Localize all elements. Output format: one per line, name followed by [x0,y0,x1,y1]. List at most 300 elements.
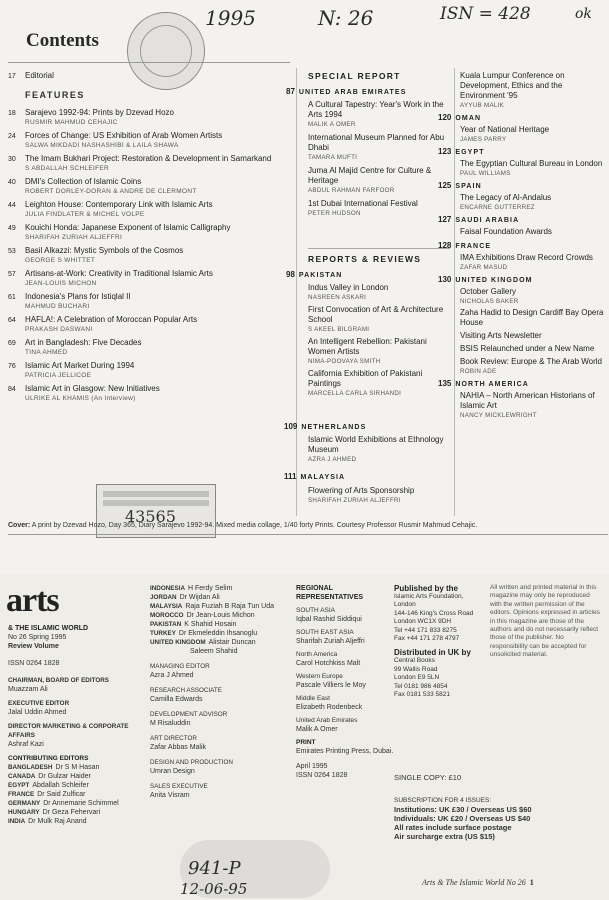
entry-title: Islamic Art Market During 1994 [25,361,135,370]
staff-label: MANAGING EDITOR [150,663,210,670]
entry-author: SHARIFAH ZURIAH ALJEFFRI [308,497,401,504]
contrib-entry [150,638,292,647]
page-number: 17 [8,73,16,80]
contrib-country: UNITED KINGDOM [150,639,206,646]
region-name: Malik A Omer [296,726,338,733]
feature-entry[interactable] [8,177,290,195]
staff-name: Azra J Ahmed [150,672,194,679]
entry-title: The Egyptian Cultural Bureau in London [460,159,603,168]
contrib-country: HUNGARY [8,809,40,816]
address-line: 99 Wallis Road [394,665,438,673]
region-label: United Arab Emirates [296,717,358,724]
entry-title: Editorial [25,71,54,80]
contrib-country: GERMANY [8,800,41,807]
contrib-country: INDONESIA [150,585,185,592]
report-entry[interactable] [308,305,450,333]
page-number: 57 [8,271,16,278]
contrib-name: Dr Jean-Louis Michon [186,612,255,619]
report-entry[interactable] [460,159,605,177]
contrib-country: PAKISTAN [150,621,182,628]
feature-entry[interactable] [8,223,290,241]
feature-entry[interactable] [8,338,290,356]
features-heading: FEATURES [25,90,85,100]
region-name: Elizabeth Rodenbeck [296,704,363,711]
region-name: Sharifah Zuriah Aljeffri [296,638,365,645]
page-number: 127 [438,215,452,224]
entry-title: BSIS Relaunched under a New Name [460,344,595,353]
region-label: Middle East [296,695,330,702]
entry-author: PAUL WILLIAMS [460,170,511,177]
contrib-country: FRANCE [8,791,35,798]
entry-title: Leighton House: Contemporary Link with Islamic Arts [25,200,213,209]
publisher-address [394,593,484,643]
entry-author: MAHMUD BUCHARI [25,303,90,310]
entry-title: Zaha Hadid to Design Cardiff Bay Opera House [460,308,604,327]
contrib-entry [8,781,148,790]
country-name: UNITED ARAB EMIRATES [298,89,407,96]
divider [8,534,608,535]
entry-title: DMI's Collection of Islamic Coins [25,177,142,186]
page-number: 40 [8,179,16,186]
feature-entry[interactable] [8,361,290,379]
contrib-country: EGYPT [8,782,30,789]
report-entry[interactable] [308,486,450,504]
handwritten-year: 1995 [205,6,256,30]
report-entry[interactable] [460,391,605,419]
contrib-entry [8,817,148,826]
entry-title: October Gallery [460,287,517,296]
page-number: 111 [284,472,297,481]
country-name: SPAIN [455,183,482,190]
country-netherlands [284,422,366,431]
masthead-column-1 [8,624,148,826]
footer-page-number: 1 [529,878,534,887]
entry-author: ULRIKE AL KHAMIS (An Interview) [25,395,136,402]
entry-author: SALWA MIKDADI NASHASHIBI & LAILA SHAWA [25,142,179,149]
volume-line: Review Volume [8,643,59,650]
contrib-name: Raja Fuziah B Raja Tun Uda [185,603,275,610]
entry-title: NAHIA – North American Historians of Islamic Art [460,391,595,410]
entry-title: HAFLA!: A Celebration of Moroccan Popular Arts [25,315,198,324]
feature-entry[interactable] [8,200,290,218]
country-name: MALAYSIA [300,474,346,481]
contrib-heading: CONTRIBUTING EDITORS [8,755,89,762]
cover-text: A print by Dzevad Hozo, Day 365, Diary Sarajevo 1992-94. Mixed media collage, 1/40 forty Prints. Courtesy Professor Rusmir Mahmud Cehajic. [31,522,478,529]
entry-author: TINA AHMED [25,349,68,356]
entry-title: A Cultural Tapestry: Year's Work in the Arts 1994 [308,100,444,119]
print-heading: PRINT [296,739,316,746]
entry-title: Visiting Arts Newsletter [460,331,542,340]
special-list [308,100,450,222]
contrib-name: Abdallah Schleifer [32,782,89,789]
address-line: Central Books [394,657,435,665]
pricing-block [394,773,604,841]
feature-entry[interactable] [8,246,290,264]
page-number: 76 [8,363,16,370]
page-number: 135 [438,379,452,388]
report-entry[interactable] [460,71,605,109]
contrib-name: H Ferdy Selim [188,585,233,592]
address-line: London E9 5LN [394,674,440,682]
special-report-heading: SPECIAL REPORT [308,71,401,81]
subscription-heading: SUBSCRIPTION FOR 4 ISSUES: [394,797,492,804]
entry-author: PETER HUDSON [308,210,361,217]
country-name: UNITED KINGDOM [455,277,533,284]
role-entry [8,676,148,694]
issn-line: ISSN 0264 1828 [8,660,60,667]
country-heading [438,241,605,250]
feature-entry[interactable] [8,315,290,333]
page-number: 69 [8,340,16,347]
entry-title: Islamic Art in Glasgow: New Initiatives [25,384,160,393]
contrib-name: Dr Geza Fehervari [42,809,101,816]
contrib-name: Dr Gulzar Haider [38,773,91,780]
entry-title: The Legacy of Al-Andalus [460,193,552,202]
entry-author: JULIA FINDLATER & MICHEL VOLPE [25,211,145,218]
role-name: Muazzam Ali [8,686,48,693]
page-number: 123 [438,147,452,156]
roles-list [8,676,148,749]
editorial-entry[interactable] [8,71,288,83]
country-heading [438,113,605,122]
contrib-entry [8,763,148,772]
feature-entry[interactable] [8,384,290,402]
report-entry[interactable] [460,331,605,341]
report-entry[interactable] [308,435,450,463]
institution-rate: Institutions: UK £30 / Overseas US $60 [394,805,532,814]
contrib-entry [150,584,292,593]
role-entry [8,722,148,749]
contrib-name: Alistair Duncan [208,639,256,646]
regional-heading: REGIONAL REPRESENTATIVES [296,585,364,601]
region-label: Western Europe [296,673,343,680]
special-report-column [284,68,450,518]
page-number: 120 [438,113,452,122]
address-line: Fax +44 171 278 4797 [394,635,460,643]
arts-logo: arts [6,582,59,619]
staff-entry [150,758,292,776]
contrib-entry [150,611,292,620]
distributor-heading: Distributed in UK by [394,648,471,658]
staff-entry [150,710,292,728]
staff-entry [150,734,292,752]
country-heading [438,181,605,190]
contrib-country: CANADA [8,773,36,780]
entry-author: GEORGE S WHITTET [25,257,96,264]
page-number: 44 [8,202,16,209]
entry-title: An Intelligent Rebellion: Pakistani Women Artists [308,337,427,356]
entry-title: Art in Bangladesh: Five Decades [25,338,142,347]
entry-title: First Convocation of Art & Architecture School [308,305,444,324]
reports-heading: REPORTS & REVIEWS [308,254,422,264]
issue-line: No 26 Spring 1995 [8,634,67,641]
entry-title: Juma Al Majid Centre for Culture & Heritage [308,166,432,185]
report-entry[interactable] [460,227,605,237]
contrib-entry [8,772,148,781]
country-name: EGYPT [455,149,485,156]
stamp-number: 43565 [125,507,176,526]
region-label: North America [296,651,338,658]
entry-title: Year of National Heritage [460,125,550,134]
feature-entry[interactable] [8,131,290,149]
page-number: 84 [8,386,16,393]
pakistan-list [308,283,450,401]
individual-rate: Individuals: UK £20 / Overseas US $40 [394,814,531,823]
issn-footer: ISSN 0264 1828 [296,772,348,779]
contrib-country: BANGLADESH [8,764,53,771]
region-name: Pascale Villiers le Moy [296,682,366,689]
role-label: DIRECTOR MARKETING & CORPORATE AFFAIRS [8,723,129,739]
role-label: CHAIRMAN, BOARD OF EDITORS [8,677,109,684]
entry-title: Basil Alkazzi: Mystic Symbols of the Cosmos [25,246,184,255]
entry-title: Forces of Change: US Exhibition of Arab Women Artists [25,131,223,140]
region-label: SOUTH EAST ASIA [296,629,354,636]
country-name: FRANCE [455,243,492,250]
staff-list [150,662,292,800]
report-entry[interactable] [308,369,450,397]
entry-title: Kuala Lumpur Conference on Development, Ethics and the Environment '95 [460,71,565,100]
report-entry[interactable] [460,287,605,305]
entry-author: PATRICIA JELLICOE [25,372,92,379]
feature-entry[interactable] [8,108,290,126]
report-entry[interactable] [460,308,605,328]
role-name: Jalal Uddin Ahmed [8,709,67,716]
entry-author: NASREEN ASKARI [308,294,367,301]
footer-text: Arts & The Islamic World No 26 [422,878,526,887]
rights-text: All written and printed material in this magazine may only be reproduced with the written permission of the editors. Opinions expressed in articles in this magazine are those of the authors and do not necessarily reflect those of the publisher. No responsibility can be accepted for unsolicited material. [490,584,600,659]
handwritten-issue-number: N: 26 [318,6,374,30]
contrib-name: Dr Mulk Raj Anand [28,818,87,825]
entry-title: IMA Exhibitions Draw Record Crowds [460,253,593,262]
entry-author: ZAFAR MASUD [460,264,508,271]
entry-author: NANCY MICKLEWRIGHT [460,412,537,419]
entry-title: International Museum Planned for Abu Dhabi [308,133,445,152]
entry-title: Book Review: Europe & The Arab World [460,357,602,366]
page-number: 49 [8,225,16,232]
issue-date: April 1995 [296,763,328,770]
entry-title: The Imam Bukhari Project: Restoration & Development in Samarkand [25,154,272,163]
print-text: Emirates Printing Press, Dubai. [296,748,394,755]
postage-note: All rates include surface postage [394,823,512,832]
entry-author: PRAKASH DASWANI [25,326,93,333]
role-entry [8,699,148,717]
country-name: NETHERLANDS [301,424,367,431]
regional-entry [296,628,394,646]
uk-extra-name: Saleem Shahid [190,648,238,655]
page-number: 87 [286,87,295,96]
page-number: 128 [438,241,452,250]
library-acquisition-stamp [96,484,216,538]
entry-author: JEAN-LOUIS MICHON [25,280,97,287]
region-label: SOUTH ASIA [296,607,336,614]
country-name: OMAN [455,115,482,122]
staff-label: RESEARCH ASSOCIATE [150,687,222,694]
entry-author: AZRA J AHMED [308,456,357,463]
report-entry[interactable] [308,100,450,128]
page-number: 61 [8,294,16,301]
report-entry[interactable] [308,337,450,365]
report-entry[interactable] [460,344,605,354]
report-entry[interactable] [460,193,605,211]
masthead-subtitle: & THE ISLAMIC WORLD [8,625,89,632]
contrib-entry [8,808,148,817]
page-number: 53 [8,248,16,255]
contrib-country: TURKEY [150,630,176,637]
entry-author: MALIK A OMER [308,121,356,128]
contrib-entry [150,629,292,638]
entry-title: California Exhibition of Pakistani Paintings [308,369,423,388]
regional-entry [296,606,394,624]
staff-entry [150,782,292,800]
masthead-column-3 [296,584,394,780]
publisher-block [394,584,484,699]
regional-entry [296,672,394,690]
contrib-name: Dr S M Hasan [55,764,100,771]
address-line: 144-146 King's Cross Road [394,609,474,617]
address-line: London [394,601,416,609]
handwritten-date: 12-06-95 [180,880,248,898]
contrib-country: MALAYSIA [150,603,183,610]
entry-title: Islamic World Exhibitions at Ethnology Museum [308,435,444,454]
entry-title: 1st Dubai International Festival [308,199,418,208]
feature-entry[interactable] [8,292,290,310]
page-footer [422,878,534,887]
entry-title: Faisal Foundation Awards [460,227,552,236]
cover-note [8,522,608,529]
staff-entry [150,686,292,704]
feature-entry[interactable] [8,269,290,287]
country-name: SAUDI ARABIA [455,217,520,224]
staff-entry [150,662,292,680]
entry-author: NIMA-POOVAYA SMITH [308,358,381,365]
country-heading [438,147,605,156]
entry-author: ROBERT DORLEY-DORAN & ANDRE DE CLERMONT [25,188,197,195]
report-entry[interactable] [460,253,605,271]
contrib-name: Dr Wijdan Ali [179,594,220,601]
contrib-country: JORDAN [150,594,177,601]
column-divider [454,68,455,516]
entry-author: TAMARA MUFTI [308,154,358,161]
cover-label: Cover: [8,522,31,529]
entry-author: AYYUB MALIK [460,102,505,109]
staff-name: Anita Visram [150,792,190,799]
contrib-name: Dr Annemarie Schimmel [43,800,119,807]
contrib-country: INDIA [8,818,26,825]
report-entry[interactable] [308,133,450,161]
staff-label: ART DIRECTOR [150,735,197,742]
page-number: 109 [284,422,298,431]
page-title: Contents [26,30,99,51]
entry-author: MARCELLA CARLA SIRHANDI [308,390,402,397]
features-list [8,108,290,407]
regional-list [296,606,394,734]
report-entry[interactable] [460,357,605,375]
country-pakistan [286,270,342,279]
page-number: 30 [8,156,16,163]
entry-author: RUSMIR MAHMUD CEHAJIC [25,119,118,126]
entry-author: SHARIFAH ZURIAH ALJEFFRI [25,234,123,241]
country-heading [438,379,605,388]
entry-title: Flowering of Arts Sponsorship [308,486,415,495]
region-name: Iqbal Rashid Siddiqui [296,616,362,623]
contrib-country: MOROCCO [150,612,184,619]
handwritten-code: 941-P [188,858,241,879]
contrib-list [8,763,148,826]
netherlands-list [308,435,450,467]
report-entry[interactable] [308,166,450,194]
distributor-address [394,657,484,699]
address-line: Tel +44 171 833 8275 [394,626,457,634]
region-name: Carol Hotchkiss Malt [296,660,361,667]
entry-title: Kouichi Honda: Japanese Exponent of Islamic Calligraphy [25,223,231,232]
page-number: 24 [8,133,16,140]
entry-title: Indus Valley in London [308,283,389,292]
regional-entry [296,694,394,712]
entry-author: ROBIN ADE [460,368,497,375]
entry-author: ABDUL RAHMAN FARFOOR [308,187,395,194]
address-line: Fax 0181 533 5821 [394,691,451,699]
staff-name: Camilla Edwards [150,696,203,703]
contrib-list [150,584,292,647]
report-entry[interactable] [460,125,605,143]
column-divider [296,68,297,516]
contrib-name: Dr Ekmeleddin Ihsanoglu [178,630,258,637]
entry-title: Sarajevo 1992-94: Prints by Dzevad Hozo [25,108,174,117]
page-number: 64 [8,317,16,324]
entry-title: Artisans-at-Work: Creativity in Traditional Islamic Arts [25,269,213,278]
page-number: 125 [438,181,452,190]
handwritten-issn: ISN = 428 [440,4,531,24]
malaysia-list [308,486,450,508]
entry-author: S AKEEL BILGRAMI [308,326,370,333]
rights-notice [490,584,602,660]
staff-label: DEVELOPMENT ADVISOR [150,711,228,718]
address-line: London WC1X 9DH [394,618,452,626]
contrib-entry [150,602,292,611]
contrib-entry [150,593,292,602]
address-line: Islamic Arts Foundation, [394,593,464,600]
divider [8,62,290,63]
entry-author: NICHOLAS BAKER [460,298,519,305]
report-entry[interactable] [308,199,450,217]
staff-name: Umran Design [150,768,195,775]
staff-name: Zafar Abbas Malik [150,744,207,751]
contrib-entry [8,799,148,808]
entry-author: S ABDALLAH SCHLEIFER [25,165,110,172]
reports-column-3 [438,68,605,518]
contrib-entry [150,620,292,629]
entry-author: ENCARNE GUTTERREZ [460,204,535,211]
page-number: 18 [8,110,16,117]
single-copy-price: SINGLE COPY: £10 [394,773,462,782]
staff-name: M Risaluddin [150,720,191,727]
country-uae [286,87,406,96]
entry-author: JAMES PARRY [460,136,507,143]
divider [308,248,450,249]
features-column [8,68,290,518]
masthead-column-2 [150,584,292,806]
report-entry[interactable] [308,283,450,301]
country-malaysia [284,472,345,481]
regional-entry [296,650,394,668]
feature-entry[interactable] [8,154,290,172]
contrib-entry [8,790,148,799]
regional-entry [296,716,394,734]
staff-label: SALES EXECUTIVE [150,783,208,790]
contrib-name: Dr Said Zulficar [37,791,86,798]
country-heading [438,215,605,224]
country-heading [438,275,605,284]
